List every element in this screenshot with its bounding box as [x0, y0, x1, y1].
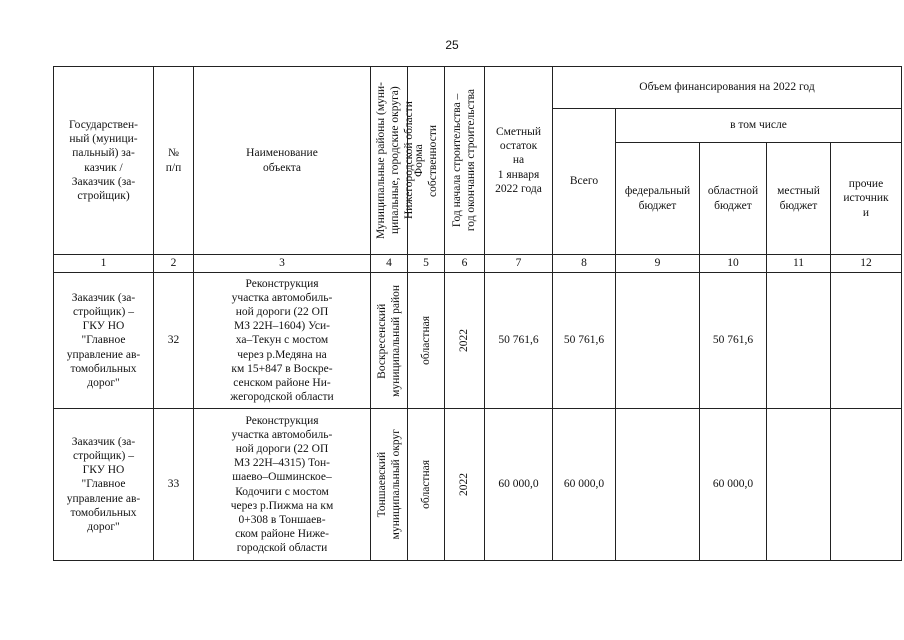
column-number-row [54, 255, 902, 273]
page-number: 25 [445, 38, 459, 52]
row-district-text: Тоншаевский муниципальный округ [375, 429, 402, 540]
row-ownership-text: областная [419, 460, 432, 509]
funding-table [53, 66, 902, 561]
column-number: 5 [408, 255, 445, 273]
column-number: 10 [700, 255, 767, 273]
row-federal [616, 409, 700, 561]
row-years [445, 409, 485, 561]
column-number: 7 [485, 255, 553, 273]
row-remaining: 50 761,6 [485, 273, 553, 409]
header-number: № п/п [154, 67, 194, 255]
header-customer: Государствен- ный (муници- пальный) за- казчик / Заказчик (за- стройщик) [54, 67, 154, 255]
row-years [445, 273, 485, 409]
row-local [767, 409, 831, 561]
row-ownership [408, 409, 445, 561]
header-districts [371, 67, 416, 255]
row-object: Реконструкция участка автомобиль- ной дороги (22 ОП МЗ 22Н–4315) Тон- шаево–Ошминское– Кодочиги с мостом через р.Пижма на км 0+308 в Тоншаев- ском районе Ниже- городской области [194, 409, 371, 561]
column-number: 12 [831, 255, 902, 273]
row-district-text: Воскресенский муниципальный район [375, 284, 402, 397]
row-district [371, 273, 408, 409]
row-total: 60 000,0 [553, 409, 616, 561]
header-federal: федеральный бюджет [616, 143, 700, 255]
row-number: 32 [154, 273, 194, 409]
row-other [831, 409, 902, 561]
column-number: 3 [194, 255, 371, 273]
header-funding-group: Объем финансирования на 2022 год [553, 67, 902, 109]
header-years-text: Год начала строительства – год окончания строительства [451, 89, 478, 232]
header-years [445, 67, 485, 255]
row-district [371, 409, 408, 561]
header-districts-text: Муниципальные районы (муни- ципальные, городские округа) Нижегородской области [375, 81, 416, 240]
table-row [54, 273, 902, 409]
row-other [831, 273, 902, 409]
header-remaining: Сметный остаток на 1 января 2022 года [485, 67, 553, 255]
column-number: 4 [371, 255, 408, 273]
header-ownership-text: Форма собственности [412, 124, 439, 197]
row-local [767, 273, 831, 409]
header-other: прочие источник и [831, 143, 902, 255]
column-number: 8 [553, 255, 616, 273]
header-local: местный бюджет [767, 143, 831, 255]
table-row [54, 409, 902, 561]
column-number: 6 [445, 255, 485, 273]
row-customer: Заказчик (за- стройщик) – ГКУ НО "Главное управление ав- томобильных дорог" [54, 273, 154, 409]
row-number: 33 [154, 409, 194, 561]
row-object: Реконструкция участка автомобиль- ной дороги (22 ОП МЗ 22Н–1604) Уси- ха–Текун с мостом через р.Медяна на км 15+847 в Воскре- сенском районе Ни- жегородской области [194, 273, 371, 409]
column-number: 11 [767, 255, 831, 273]
column-number: 2 [154, 255, 194, 273]
row-total: 50 761,6 [553, 273, 616, 409]
row-federal [616, 273, 700, 409]
row-remaining: 60 000,0 [485, 409, 553, 561]
row-ownership [408, 273, 445, 409]
header-total: Всего [553, 109, 616, 255]
header-regional: областной бюджет [700, 143, 767, 255]
row-customer: Заказчик (за- стройщик) – ГКУ НО "Главное управление ав- томобильных дорог" [54, 409, 154, 561]
header-object: Наименование объекта [194, 67, 371, 255]
column-number: 9 [616, 255, 700, 273]
row-years-text: 2022 [458, 329, 471, 352]
row-ownership-text: областная [419, 316, 432, 365]
row-regional: 60 000,0 [700, 409, 767, 561]
column-number: 1 [54, 255, 154, 273]
row-years-text: 2022 [458, 473, 471, 496]
header-including: в том числе [616, 109, 902, 143]
row-regional: 50 761,6 [700, 273, 767, 409]
